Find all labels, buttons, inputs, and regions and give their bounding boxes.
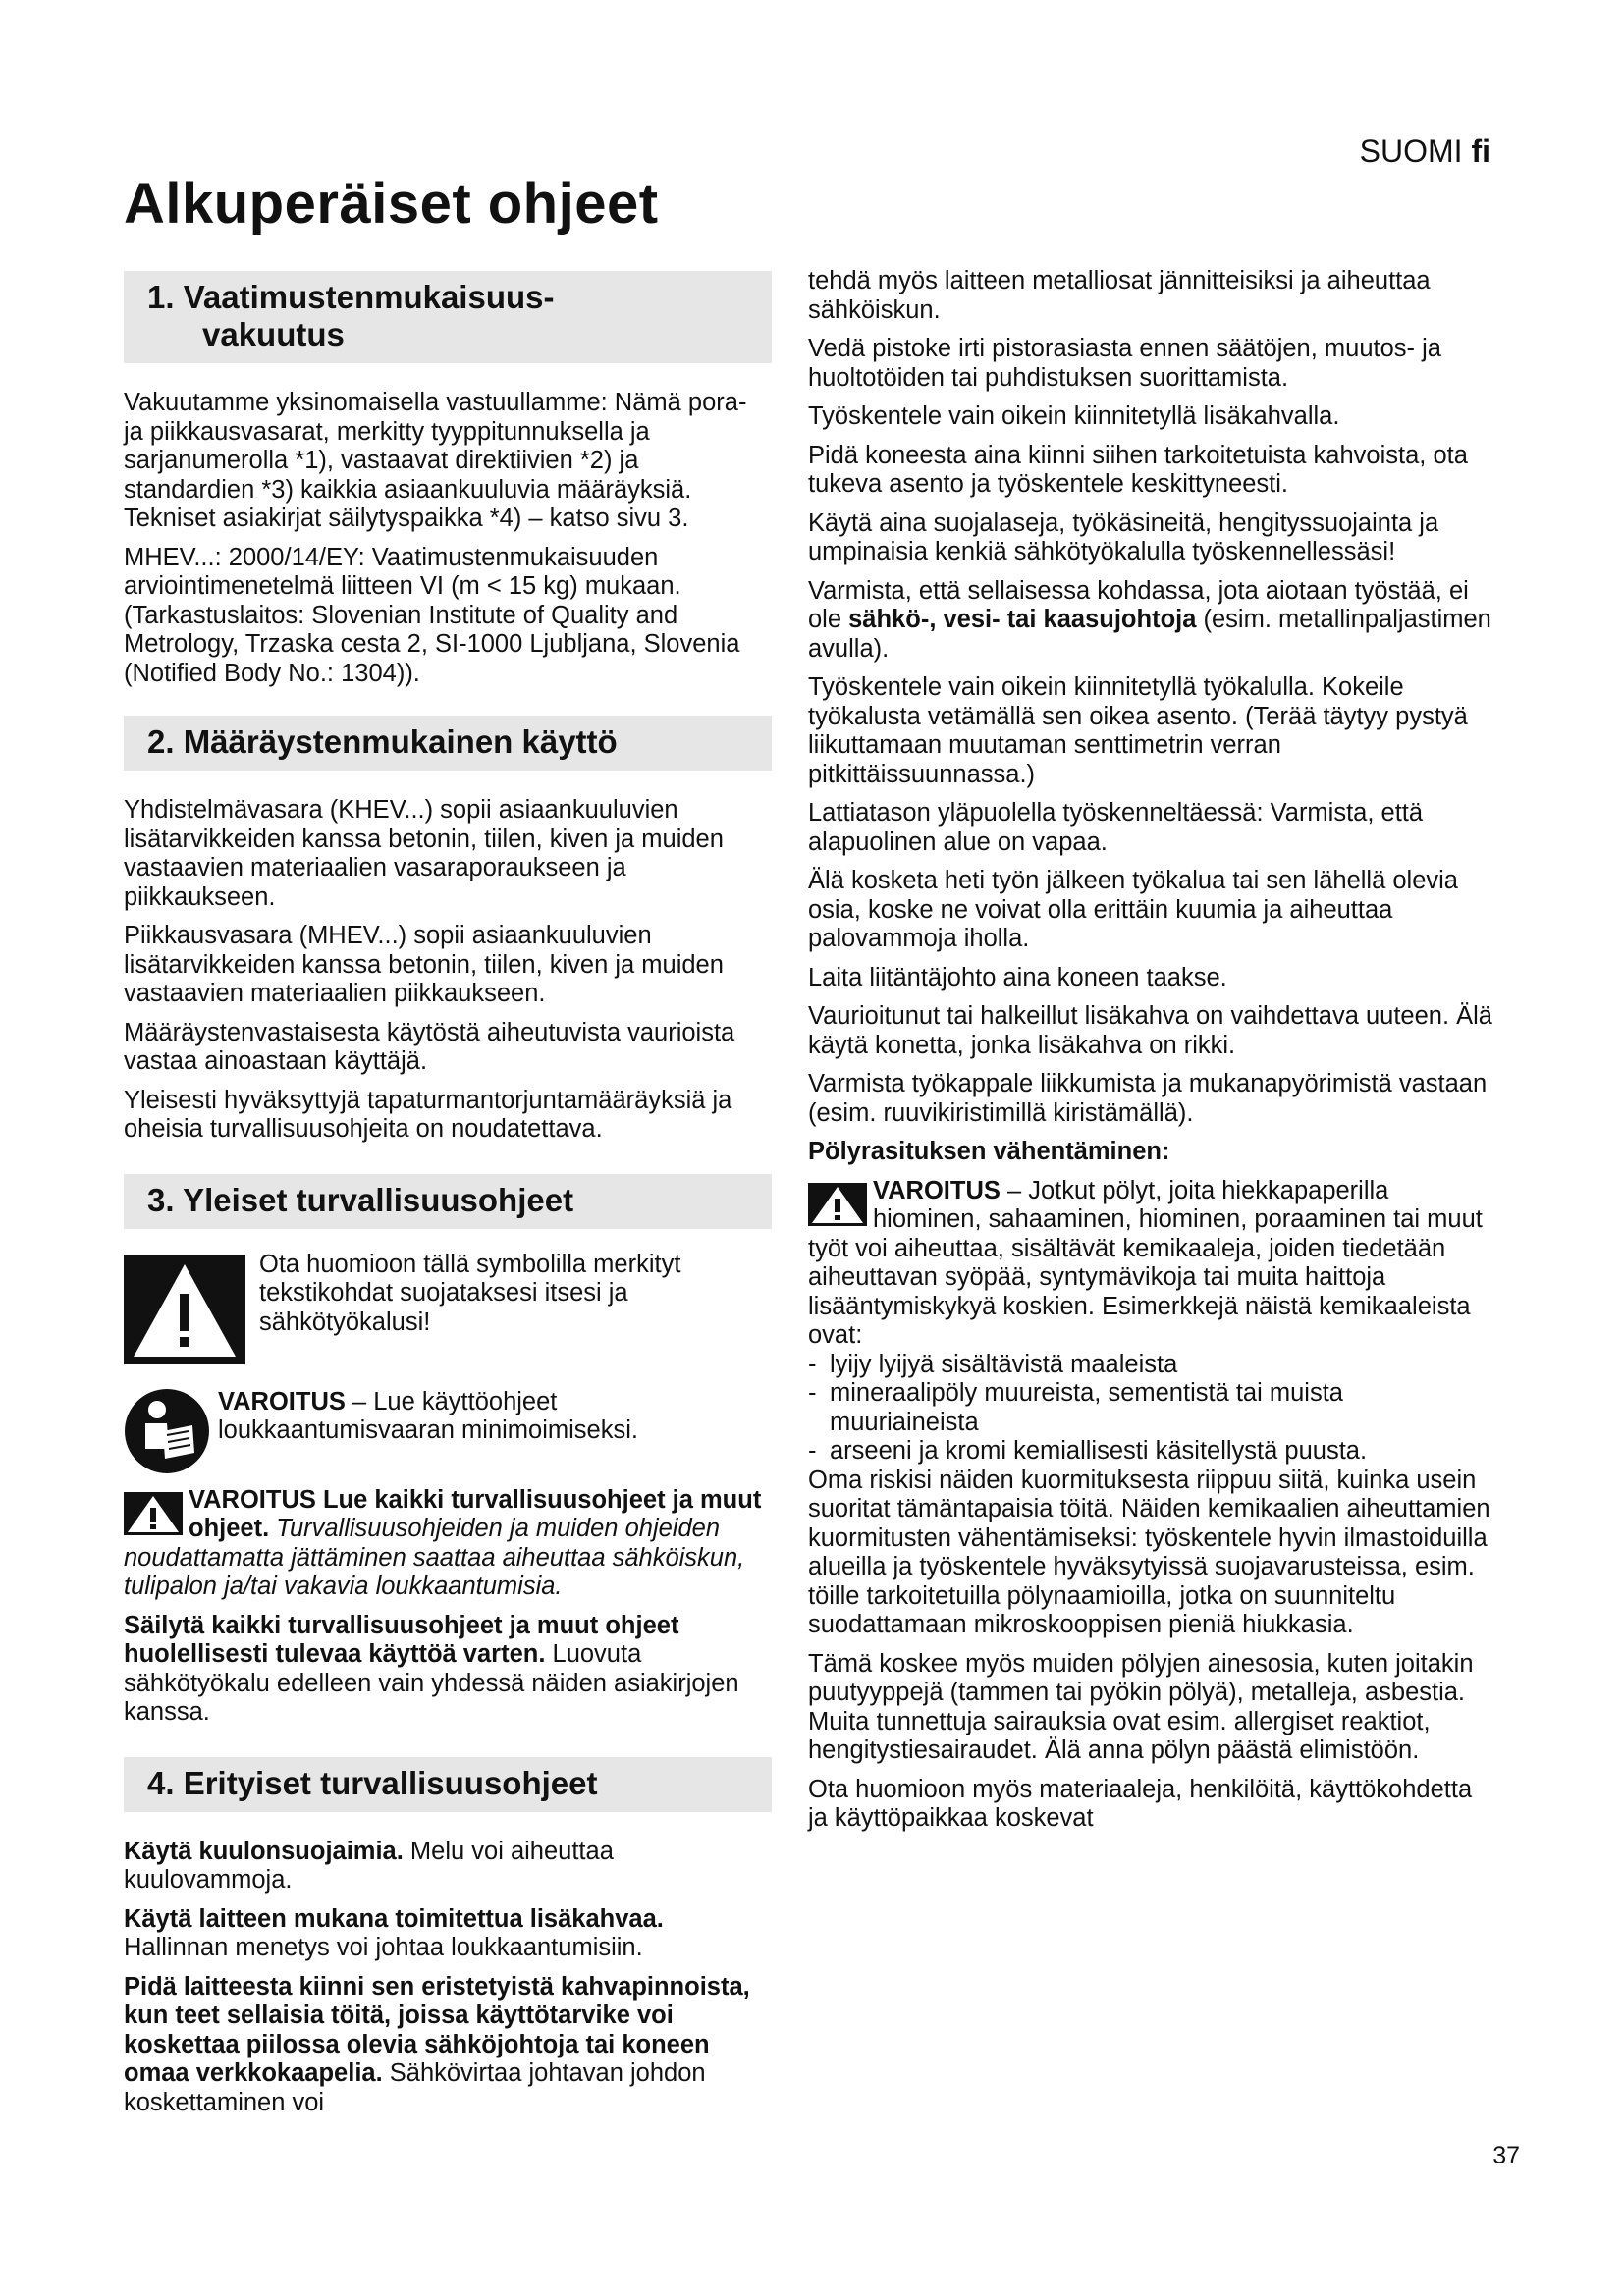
risk-paragraph: Oma riskisi näiden kuormituksesta riippuu siitä, kuinka usein suoritat tämäntapaisia töitä. Näiden kemikaalien aiheuttamien kuormitusten vähentämiseksi: työskentele hyvin ilmastoiduilla alueilla ja työskentele hyväksytyissä suojavarusteissa, esim. töille tarkoitetuilla pölynaamioilla, jotka on suunniteltu suodattamaan mikroskooppisen pieniä hiukkasia. (808, 1466, 1490, 1638)
last-paragraph: Ota huomioon myös materiaaleja, henkilöitä, käyttökohdetta ja käyttöpaikkaa koskevat (808, 1775, 1473, 1832)
hearing-text: Melu voi aiheuttaa kuulovammoja. (124, 1837, 614, 1894)
keep-instructions (124, 1612, 772, 1728)
symbol-explanation (124, 1250, 772, 1364)
right-p8: Lattiatason yläpuolella työskenneltäessä: Varmista, että alapuolinen alue on vapaa. (808, 799, 1424, 856)
right-p6 (808, 577, 1495, 665)
page-number: 37 (1492, 2142, 1520, 2169)
also-paragraph: Tämä koskee myös muiden pölyjen ainesosia, kuten joitakin puutyyppejä (tammen tai pyökin pölyä), metalleja, asbestia. Muita tunnettuja sairauksia ovat esim. allergiset reaktiot, hengitystiesairaudet. Älä anna pölyn päästä elimistöön. (808, 1649, 1474, 1764)
insulated-grip (124, 1973, 772, 2118)
right-p9: Älä kosketa heti työn jälkeen työkalua tai sen lähellä olevia osia, koske ne voivat olla erittäin kuumia ja aiheuttaa palovammoja iholla. (808, 867, 1458, 952)
section-3-heading: 3. Yleiset turvallisuusohjeet (124, 1174, 772, 1229)
dust-warning-label: VAROITUS (873, 1176, 1001, 1204)
detector-text-a: Varmista, että sellaisessa kohdassa, jota aiotaan työstää, ei ole (808, 576, 1469, 633)
warning-triangle-small-icon (808, 1183, 867, 1226)
warning-triangle-small-icon (124, 1492, 183, 1535)
warning-bold-text: VAROITUS Lue kaikki turvallisuusohjeet ja muut ohjeet. (189, 1485, 762, 1542)
read-all-warning (124, 1486, 772, 1602)
section-4-heading: 4. Erityiset turvallisuusohjeet (124, 1757, 772, 1812)
hearing-protection (124, 1838, 772, 1896)
grip-bold: Pidä laitteesta kiinni sen eristetyistä kahvapinnoista, kun teet sellaisia töitä, joissa käyttötarvike voi koskettaa piilossa olevia sähköjohtoja tai koneen omaa verkkokaapelia. (124, 1972, 750, 2087)
dust-warning-text: – Jotkut pölyt, joita hiekkapaperilla hiominen, sahaaminen, hiominen, poraaminen tai muut työt voi aiheuttaa, sisältävät kemikaaleja, joiden tiedetään aiheuttavan syöpää, syntymävikoja tai muita haittoja lisääntymiskykyä koskien. Esimerkkejä näistä kemikaaleista ovat: (808, 1176, 1483, 1349)
keep-bold: Säilytä kaikki turvallisuusohjeet ja muut ohjeet huolellisesti tulevaa käyttöä varten. (124, 1611, 679, 1668)
intended-use-khev: Yhdistelmävasara (KHEV...) sopii asiaankuuluvien lisätarvikkeiden kanssa betonin, tiilen, kiven ja muiden vastaavien materiaalien vasaraporaukseen ja piikkaukseen. (124, 796, 724, 911)
aux-handle-text: Hallinnan menetys voi johtaa loukkaantumisiin. (124, 1934, 643, 1961)
document-title: Alkuperäiset ohjeet (124, 172, 659, 236)
heading-line-2: vakuutus (202, 316, 345, 352)
language-code: fi (1471, 133, 1490, 169)
dust-warning (808, 1177, 1495, 1351)
detector-text-c: (esim. metallinpaljastimen avulla). (808, 606, 1491, 663)
grip-text: Sähkövirtaa johtavan johdon koskettaminen voi (124, 2059, 706, 2116)
right-p7: Työskentele vain oikein kiinnitetyllä työkalulla. Kokeile työkalusta vetämällä sen oikea asento. (Terää täytyy pystyä liikuttamaan muutaman senttimetrin verran pitkittäissuunnassa.) (808, 673, 1468, 788)
right-p10: Laita liitäntäjohto aina koneen taakse. (808, 963, 1227, 991)
warning-text: – Lue käyttöohjeet loukkaantumisvaaran minimoimiseksi. (218, 1387, 638, 1444)
warning-label: VAROITUS (218, 1387, 346, 1415)
warning-triangle-icon (124, 1255, 245, 1364)
right-p2: Vedä pistoke irti pistorasiasta ennen säätöjen, muutos- ja huoltotöiden tai puhdistuksen suorittamista. (808, 335, 1441, 392)
read-manual-warning (124, 1388, 772, 1474)
heading-line-1: 1. Vaatimustenmukaisuus- (147, 279, 555, 315)
mhev-paragraph: MHEV...: 2000/14/EY: Vaatimustenmukaisuuden arviointimenetelmä liitteen VI (m < 15 kg) mukaan. (Tarkastuslaitos: Slovenian Institute of Quality and Metrology, Trzaska cesta 2, SI-1000 Ljubljana, Slovenia (Notified Body No.: 1304)). (124, 543, 740, 687)
left-column (124, 271, 772, 2127)
dust-heading: Pölyrasituksen vähentäminen: (808, 1138, 1170, 1165)
right-p5: Käytä aina suojalaseja, työkäsineitä, hengityssuojainta ja umpinaisia kenkiä sähkötyökalulla työskennellessäsi! (808, 508, 1439, 565)
right-column (808, 267, 1495, 1843)
list-item: - lyijy lyijyä sisältävistä maaleista (808, 1351, 1495, 1380)
warning-italic-text: Turvallisuusohjeiden ja muiden ohjeiden noudattamatta jättäminen saattaa aiheuttaa sähköiskun, tulipalon ja/tai vakavia loukkaantumisia. (124, 1515, 745, 1600)
regulations-paragraph: Yleisesti hyväksyttyjä tapaturmantorjuntamääräyksiä ja oheisia turvallisuusohjeita on noudatettava. (124, 1086, 732, 1143)
language-name: SUOMI (1359, 133, 1463, 169)
right-p1: tehdä myös laitteen metalliosat jännitteisiksi ja aiheuttaa sähköiskun. (808, 267, 1431, 324)
keep-text: Luovuta sähkötyökalu edelleen vain yhdessä näiden asiakirjojen kanssa. (124, 1640, 739, 1726)
intended-use-mhev: Piikkausvasara (MHEV...) sopii asiaankuuluvien lisätarvikkeiden kanssa betonin, tiilen, kiven ja muiden vastaavien materiaalien piikkaukseen. (124, 922, 724, 1007)
detector-bold: sähkö-, vesi- tai kaasujohtoja (848, 606, 1197, 633)
aux-handle (124, 1905, 772, 1963)
right-p11: Vaurioitunut tai halkeillut lisäkahva on vaihdettava uuteen. Älä käytä konetta, jonka lisäkahva on rikki. (808, 1002, 1492, 1059)
chemical-list (808, 1351, 1495, 1467)
right-p3: Työskentele vain oikein kiinnitetyllä lisäkahvalla. (808, 402, 1340, 430)
list-item: - arseeni ja kromi kemiallisesti käsitellystä puusta. (808, 1437, 1495, 1467)
declaration-paragraph: Vakuutamme yksinomaisella vastuullamme: Nämä pora- ja piikkausvasarat, merkitty tyyppitunnuksella ja sarjanumerolla *1), vastaavat direktiivien *2) ja standardien *3) kaikkia asiaankuuluvia määräyksiä. Tekniset asiakirjat säilytyspaikka *4) – katso sivu 3. (124, 389, 747, 532)
right-p12: Varmista työkappale liikkumista ja mukanapyörimistä vastaan (esim. ruuvikiristimillä kiristämällä). (808, 1070, 1488, 1127)
section-1-heading (124, 271, 772, 363)
list-item: - mineraalipöly muureista, sementistä tai muista muuriaineista (808, 1379, 1495, 1437)
aux-handle-bold: Käytä laitteen mukana toimitettua lisäkahvaa. (124, 1904, 664, 1933)
right-p4: Pidä koneesta aina kiinni siihen tarkoitetuista kahvoista, ota tukeva asento ja työskentele keskittyneesti. (808, 441, 1468, 498)
language-label (1360, 133, 1490, 170)
hearing-bold: Käytä kuulonsuojaimia. (124, 1837, 404, 1865)
symbol-text: Ota huomioon tällä symbolilla merkityt tekstikohdat suojataksesi itsesi ja sähkötyökalusi! (259, 1250, 681, 1336)
liability-paragraph: Määräystenvastaisesta käytöstä aiheutuvista vaurioista vastaa ainoastaan käyttäjä. (124, 1018, 735, 1075)
read-manual-icon (124, 1388, 210, 1474)
section-2-heading: 2. Määräystenmukainen käyttö (124, 716, 772, 771)
